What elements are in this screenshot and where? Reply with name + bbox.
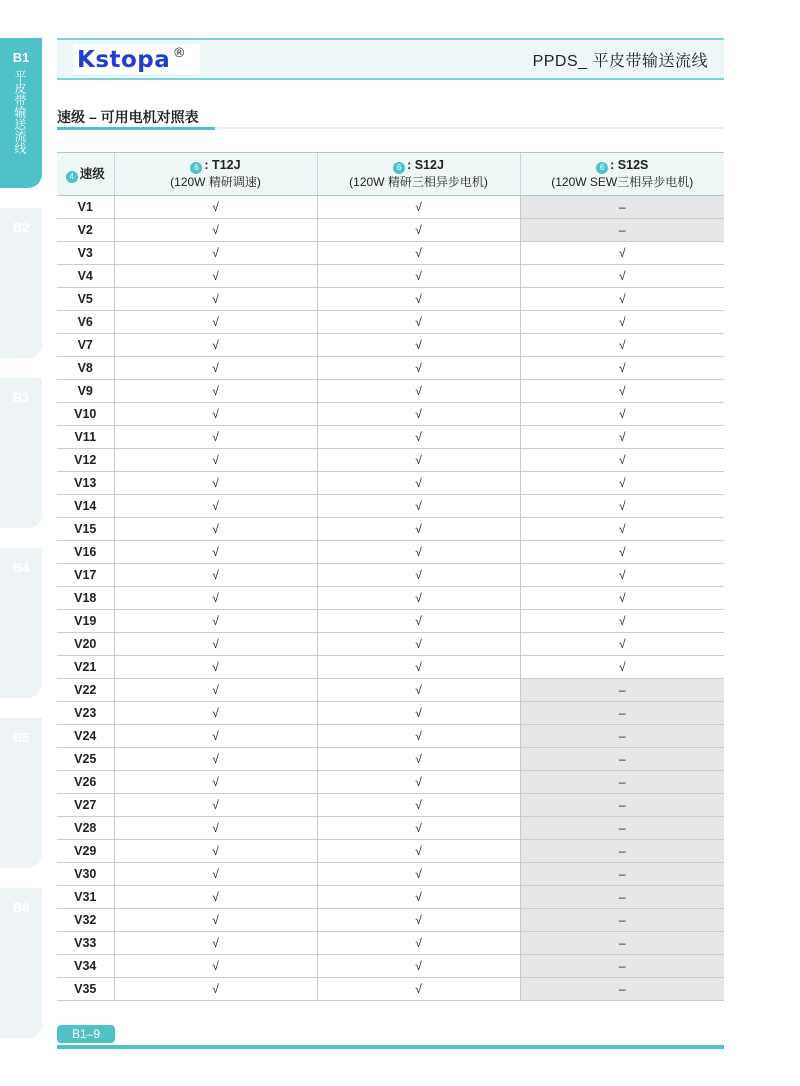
side-tab-b4[interactable] — [0, 548, 42, 698]
table-cell-s12s: √ — [520, 587, 724, 610]
table-cell-s12j: √ — [317, 380, 520, 403]
side-tab-b1[interactable] — [0, 38, 42, 188]
column-header-s12s: 6 : S12S (120W SEW三相异步电机) — [520, 153, 724, 196]
table-cell-s12s: √ — [520, 265, 724, 288]
table-cell-speed: V12 — [57, 449, 114, 472]
table-cell-t12j: √ — [114, 955, 317, 978]
side-tab-label: 平皮带输送流线 — [13, 70, 27, 154]
table-row — [57, 541, 724, 564]
table-cell-speed: V16 — [57, 541, 114, 564]
table-cell-speed: V11 — [57, 426, 114, 449]
page-number: B1–9 — [57, 1025, 115, 1043]
brand-logo — [73, 44, 200, 74]
table-row — [57, 863, 724, 886]
table-row — [57, 242, 724, 265]
brand-logo-text: Kstopa — [77, 47, 171, 73]
table-row — [57, 449, 724, 472]
table-cell-s12s: – — [520, 679, 724, 702]
table-cell-s12s: √ — [520, 357, 724, 380]
table-row — [57, 403, 724, 426]
registered-mark: ® — [172, 46, 187, 61]
table-cell-speed: V14 — [57, 495, 114, 518]
table-row — [57, 495, 724, 518]
table-cell-t12j: √ — [114, 656, 317, 679]
table-row — [57, 334, 724, 357]
table-cell-speed: V10 — [57, 403, 114, 426]
table-row — [57, 564, 724, 587]
table-cell-s12s: – — [520, 219, 724, 242]
column-header-s12j: 6 : S12J (120W 精研三相异步电机) — [317, 153, 520, 196]
table-cell-t12j: √ — [114, 472, 317, 495]
table-cell-speed: V35 — [57, 978, 114, 1001]
side-tab-code: B5 — [12, 730, 30, 745]
table-row — [57, 840, 724, 863]
table-cell-s12s: √ — [520, 633, 724, 656]
table-cell-s12s: – — [520, 932, 724, 955]
table-cell-s12s: – — [520, 840, 724, 863]
table-cell-s12j: √ — [317, 794, 520, 817]
table-cell-s12j: √ — [317, 702, 520, 725]
side-tab-code: B4 — [12, 560, 30, 575]
table-row — [57, 288, 724, 311]
table-cell-t12j: √ — [114, 541, 317, 564]
table-cell-s12j: √ — [317, 610, 520, 633]
side-tab-code: B2 — [12, 220, 30, 235]
table-cell-t12j: √ — [114, 932, 317, 955]
item-number-badge: 4 — [66, 171, 78, 183]
table-cell-t12j: √ — [114, 840, 317, 863]
table-cell-s12s: √ — [520, 426, 724, 449]
page-title: PPDS_ 平皮带输送流线 — [532, 53, 708, 70]
table-cell-s12s: √ — [520, 610, 724, 633]
table-cell-speed: V21 — [57, 656, 114, 679]
table-cell-speed: V4 — [57, 265, 114, 288]
column-header-speed: 4 速级 — [57, 153, 114, 196]
table-cell-s12s: – — [520, 886, 724, 909]
table-cell-s12s: √ — [520, 518, 724, 541]
table-cell-t12j: √ — [114, 380, 317, 403]
table-row — [57, 426, 724, 449]
table-cell-s12j: √ — [317, 219, 520, 242]
table-cell-speed: V9 — [57, 380, 114, 403]
table-row — [57, 817, 724, 840]
table-cell-s12s: – — [520, 748, 724, 771]
column-header-t12j: 6 : T12J (120W 精研调速) — [114, 153, 317, 196]
section-divider — [57, 127, 724, 129]
table-row — [57, 380, 724, 403]
table-row — [57, 886, 724, 909]
table-row — [57, 311, 724, 334]
table-cell-speed: V15 — [57, 518, 114, 541]
table-cell-s12s: – — [520, 863, 724, 886]
table-cell-t12j: √ — [114, 978, 317, 1001]
table-cell-speed: V7 — [57, 334, 114, 357]
table-cell-speed: V17 — [57, 564, 114, 587]
table-cell-speed: V31 — [57, 886, 114, 909]
table-cell-t12j: √ — [114, 748, 317, 771]
table-cell-s12s: – — [520, 725, 724, 748]
table-cell-s12s: – — [520, 909, 724, 932]
table-cell-speed: V30 — [57, 863, 114, 886]
table-row — [57, 771, 724, 794]
side-tab-b2[interactable] — [0, 208, 42, 358]
table-cell-s12j: √ — [317, 357, 520, 380]
column-subheader: (120W 精研三相异步电机) — [349, 175, 488, 189]
table-cell-speed: V24 — [57, 725, 114, 748]
table-cell-s12s: – — [520, 955, 724, 978]
table-cell-s12s: √ — [520, 403, 724, 426]
table-row — [57, 656, 724, 679]
table-cell-speed: V26 — [57, 771, 114, 794]
table-cell-s12s: √ — [520, 311, 724, 334]
table-cell-s12j: √ — [317, 242, 520, 265]
table-cell-t12j: √ — [114, 587, 317, 610]
table-cell-s12j: √ — [317, 633, 520, 656]
table-cell-t12j: √ — [114, 633, 317, 656]
table-cell-s12s: √ — [520, 380, 724, 403]
table-cell-t12j: √ — [114, 610, 317, 633]
table-cell-t12j: √ — [114, 311, 317, 334]
table-row — [57, 978, 724, 1001]
table-row — [57, 909, 724, 932]
table-cell-t12j: √ — [114, 196, 317, 219]
table-cell-speed: V23 — [57, 702, 114, 725]
table-row — [57, 472, 724, 495]
table-cell-s12j: √ — [317, 748, 520, 771]
table-cell-s12j: √ — [317, 840, 520, 863]
table-cell-speed: V1 — [57, 196, 114, 219]
speed-motor-table — [57, 152, 724, 1001]
table-cell-speed: V3 — [57, 242, 114, 265]
table-cell-s12s: – — [520, 771, 724, 794]
table-cell-speed: V34 — [57, 955, 114, 978]
table-cell-speed: V33 — [57, 932, 114, 955]
side-tab-b6[interactable] — [0, 888, 42, 1038]
table-cell-speed: V22 — [57, 679, 114, 702]
side-tab-code: B6 — [12, 900, 30, 915]
table-cell-s12s: √ — [520, 472, 724, 495]
column-subheader: (120W SEW三相异步电机) — [551, 175, 694, 189]
side-tab-b5[interactable] — [0, 718, 42, 868]
table-cell-speed: V20 — [57, 633, 114, 656]
table-cell-s12j: √ — [317, 587, 520, 610]
table-row — [57, 518, 724, 541]
table-cell-speed: V28 — [57, 817, 114, 840]
table-row — [57, 610, 724, 633]
table-row — [57, 794, 724, 817]
item-number-badge: 6 — [393, 162, 405, 174]
table-cell-t12j: √ — [114, 357, 317, 380]
table-cell-t12j: √ — [114, 426, 317, 449]
table-cell-t12j: √ — [114, 334, 317, 357]
page-header — [57, 38, 724, 80]
table-cell-s12s: √ — [520, 495, 724, 518]
table-row — [57, 219, 724, 242]
table-cell-speed: V13 — [57, 472, 114, 495]
table-cell-t12j: √ — [114, 725, 317, 748]
table-cell-t12j: √ — [114, 219, 317, 242]
table-cell-s12j: √ — [317, 679, 520, 702]
table-cell-t12j: √ — [114, 886, 317, 909]
table-row — [57, 633, 724, 656]
table-cell-speed: V25 — [57, 748, 114, 771]
table-cell-t12j: √ — [114, 771, 317, 794]
table-cell-speed: V8 — [57, 357, 114, 380]
table-cell-s12s: √ — [520, 541, 724, 564]
table-cell-s12j: √ — [317, 863, 520, 886]
table-cell-s12s: – — [520, 978, 724, 1001]
table-cell-speed: V32 — [57, 909, 114, 932]
table-cell-t12j: √ — [114, 518, 317, 541]
table-cell-t12j: √ — [114, 288, 317, 311]
table-cell-s12j: √ — [317, 886, 520, 909]
table-cell-s12j: √ — [317, 564, 520, 587]
table-cell-s12s: – — [520, 196, 724, 219]
table-row — [57, 357, 724, 380]
table-cell-s12j: √ — [317, 932, 520, 955]
table-cell-t12j: √ — [114, 495, 317, 518]
table-cell-speed: V18 — [57, 587, 114, 610]
table-cell-speed: V19 — [57, 610, 114, 633]
side-tab-code: B1 — [12, 50, 30, 65]
table-cell-s12s: √ — [520, 242, 724, 265]
table-cell-s12j: √ — [317, 771, 520, 794]
table-row — [57, 679, 724, 702]
table-cell-s12j: √ — [317, 288, 520, 311]
table-cell-s12j: √ — [317, 725, 520, 748]
table-cell-s12j: √ — [317, 955, 520, 978]
table-row — [57, 196, 724, 219]
section-divider-accent — [57, 127, 215, 130]
table-row — [57, 587, 724, 610]
table-cell-t12j: √ — [114, 403, 317, 426]
table-cell-s12j: √ — [317, 449, 520, 472]
section-title: 速级 – 可用电机对照表 — [57, 109, 199, 125]
table-cell-speed: V6 — [57, 311, 114, 334]
table-cell-s12j: √ — [317, 426, 520, 449]
item-number-badge: 6 — [190, 162, 202, 174]
column-subheader: (120W 精研调速) — [170, 175, 261, 189]
table-row — [57, 265, 724, 288]
table-cell-s12j: √ — [317, 909, 520, 932]
table-row — [57, 748, 724, 771]
table-cell-s12s: – — [520, 794, 724, 817]
table-header-row — [57, 153, 724, 196]
table-row — [57, 955, 724, 978]
table-cell-speed: V5 — [57, 288, 114, 311]
table-cell-s12s: – — [520, 817, 724, 840]
table-cell-s12j: √ — [317, 311, 520, 334]
table-cell-s12j: √ — [317, 656, 520, 679]
table-cell-t12j: √ — [114, 679, 317, 702]
table-row — [57, 725, 724, 748]
table-cell-t12j: √ — [114, 564, 317, 587]
table-cell-t12j: √ — [114, 242, 317, 265]
table-cell-speed: V27 — [57, 794, 114, 817]
table-cell-s12j: √ — [317, 403, 520, 426]
table-cell-s12s: √ — [520, 564, 724, 587]
table-cell-s12j: √ — [317, 334, 520, 357]
table-cell-t12j: √ — [114, 449, 317, 472]
table-cell-s12s: √ — [520, 334, 724, 357]
table-cell-s12j: √ — [317, 196, 520, 219]
table-cell-s12s: √ — [520, 288, 724, 311]
footer-divider — [57, 1045, 724, 1049]
table-cell-t12j: √ — [114, 817, 317, 840]
table-cell-speed: V29 — [57, 840, 114, 863]
table-cell-s12j: √ — [317, 495, 520, 518]
table-row — [57, 932, 724, 955]
table-row — [57, 702, 724, 725]
table-cell-s12j: √ — [317, 541, 520, 564]
table-cell-s12s: √ — [520, 449, 724, 472]
table-cell-s12j: √ — [317, 518, 520, 541]
table-cell-t12j: √ — [114, 265, 317, 288]
side-tab-b3[interactable] — [0, 378, 42, 528]
table-cell-s12s: – — [520, 702, 724, 725]
table-cell-t12j: √ — [114, 909, 317, 932]
table-cell-speed: V2 — [57, 219, 114, 242]
table-cell-s12j: √ — [317, 472, 520, 495]
item-number-badge: 6 — [596, 162, 608, 174]
table-cell-t12j: √ — [114, 702, 317, 725]
table-cell-s12j: √ — [317, 817, 520, 840]
table-cell-t12j: √ — [114, 863, 317, 886]
table-cell-s12j: √ — [317, 978, 520, 1001]
table-cell-s12j: √ — [317, 265, 520, 288]
side-tab-code: B3 — [12, 390, 30, 405]
table-cell-t12j: √ — [114, 794, 317, 817]
table-cell-s12s: √ — [520, 656, 724, 679]
